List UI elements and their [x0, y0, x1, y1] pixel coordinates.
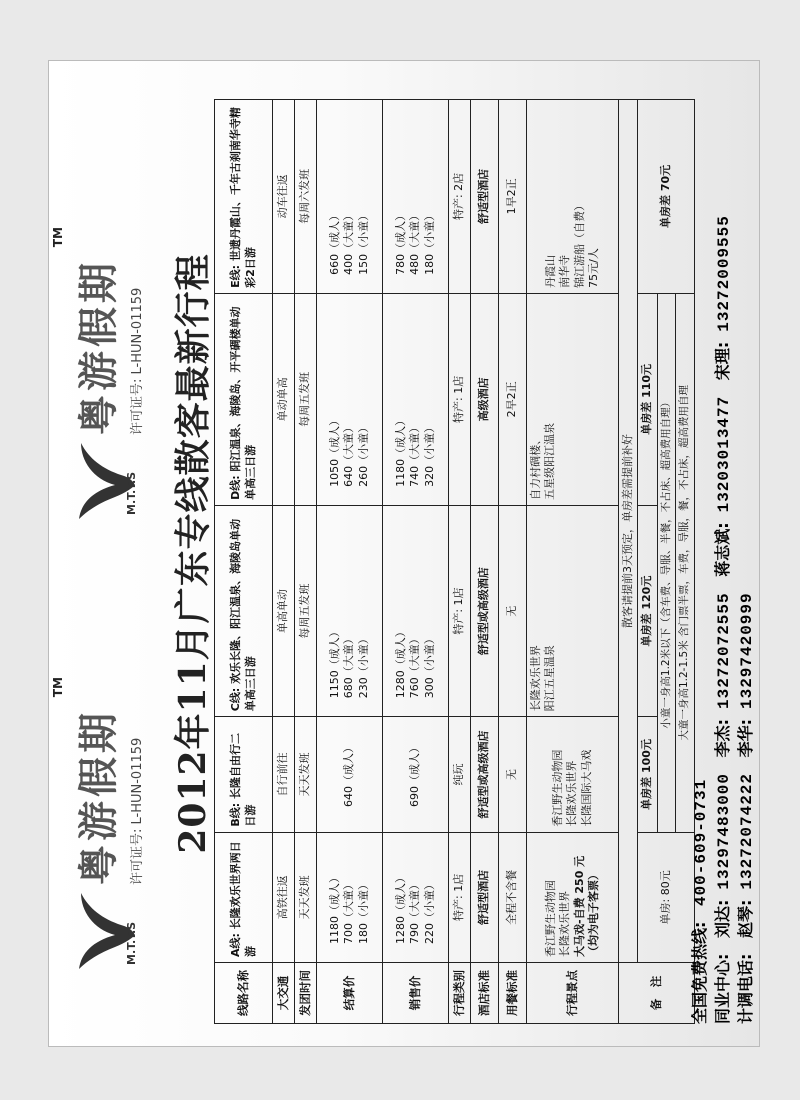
hotline-label: 全国免费热线:: [690, 921, 709, 1024]
price-line: 230（小童）: [356, 633, 370, 699]
contact-footer: [689, 205, 758, 1024]
meal-cell: 无: [499, 717, 527, 832]
spot-item: 长隆欢乐世界: [529, 645, 542, 712]
price-line: 260（小童）: [356, 421, 370, 487]
spot-item: 锦江游船（自费）: [572, 199, 586, 288]
brochure-rotated-content: [49, 61, 759, 1046]
child-small-remark: 小童一身高1.2米以下（含车费、导服、半餐，不占床、超高费用自理）: [657, 293, 676, 832]
category-cell: 特产: 1店: [449, 832, 471, 962]
price-line: 320（小童）: [422, 421, 436, 487]
agency-line: [712, 205, 735, 1024]
spot-item: 长隆欢乐世界: [558, 891, 572, 957]
spots-cell: [527, 100, 619, 294]
price-line: 400（大童）: [342, 209, 356, 275]
price-line: 1180（成人）: [328, 872, 342, 944]
spot-item: 自力村碉楼、: [529, 433, 542, 500]
meal-cell: 全程不含餐: [499, 832, 527, 962]
brand-logo: [51, 227, 145, 521]
meal-cell: 无: [499, 505, 527, 716]
spot-item: 大马戏-自费 250 元: [572, 855, 586, 957]
single-room-cell: [638, 293, 657, 505]
single-room-cell: [638, 717, 657, 832]
spot-item: 长隆国际大马戏: [579, 749, 593, 827]
transport-cell: 自行前往: [273, 717, 295, 832]
sale-price-cell: [383, 832, 449, 962]
child-big-remark: 大童一身高1.2-1.5米 含门票半票，车费，导服，餐，不占床，超高费用自理: [676, 293, 695, 832]
transport-cell: 高铁往返: [273, 832, 295, 962]
single-room-price: 单房: 80元: [658, 870, 672, 925]
spot-item: 阳江五星温泉: [543, 645, 557, 712]
contact-name: 刘达:: [713, 899, 732, 939]
contact-phone: 13297483000: [715, 772, 733, 890]
spot-item: 南华寺: [558, 254, 572, 288]
contact-phone: 13272072555: [715, 592, 733, 709]
price-line: 1050（成人）: [328, 414, 342, 487]
table-row: [295, 100, 317, 1024]
schedule-cell: 每周五发班: [295, 293, 317, 505]
row-header: 结算价: [317, 963, 383, 1024]
table-row: [471, 100, 499, 1024]
single-room-price: 单房差 110元: [640, 363, 654, 435]
transport-cell: 动车往返: [273, 100, 295, 294]
row-header: 线路名称: [215, 963, 273, 1024]
price-line: 180（小童）: [356, 879, 370, 944]
contact-name: 李华:: [736, 719, 755, 758]
table-row: [383, 100, 449, 1024]
hotline-number: 400-609-0731: [692, 778, 710, 907]
spot-item: 长隆欢乐世界: [565, 760, 579, 827]
price-line: 1180（成人）: [394, 414, 408, 487]
single-room-cell: [638, 100, 695, 294]
spots-cell: [527, 832, 619, 962]
category-cell: 特产: 2店: [449, 100, 471, 294]
sale-price-cell: [383, 100, 449, 294]
itinerary-table: [214, 99, 695, 1024]
price-line: 300（小童）: [422, 633, 436, 699]
schedule-cell: 天天发班: [295, 832, 317, 962]
brand-abbr: M.T.T.S: [125, 921, 138, 965]
price-line: 1150（成人）: [328, 626, 342, 699]
price-line: 760（大童）: [408, 633, 422, 699]
sale-price-cell: [383, 293, 449, 505]
dispatch-label: 计调电话:: [736, 953, 755, 1024]
spot-item: 75元/人: [586, 248, 600, 288]
single-room-cell: [638, 505, 657, 716]
price-line: 1280（成人）: [394, 872, 408, 944]
schedule-cell: 每周六发班: [295, 100, 317, 294]
booking-remark: 散客请提前3天预定，单房差需提前补好: [619, 100, 638, 963]
category-cell: 特产: 1店: [449, 293, 471, 505]
price-line: 1280（成人）: [394, 626, 408, 699]
route-name: C线: 欢乐长隆、阳江温泉、海陵岛单动单高三日游: [215, 505, 273, 716]
transport-cell: 单高单动: [273, 505, 295, 716]
table-row: [638, 100, 657, 1024]
contact-name: 赵琴:: [736, 899, 755, 939]
spot-item: 五星级阳江温泉: [543, 422, 557, 500]
table-row: [619, 100, 638, 1024]
row-header: 行程景点: [527, 963, 619, 1024]
spot-item: （均为电子客票）: [586, 869, 600, 957]
table-row: [317, 100, 383, 1024]
contact-phone: 13272009555: [715, 215, 733, 332]
transport-cell: 单动单高: [273, 293, 295, 505]
hotline-line: [689, 205, 712, 1024]
price-line: 740（大童）: [408, 421, 422, 487]
spot-item: 丹霞山: [543, 254, 557, 288]
brand-name: 粤游假期: [75, 259, 122, 435]
meal-cell: 2早2正: [499, 293, 527, 505]
price-line: 660（成人）: [328, 209, 342, 275]
single-room-price: 单房差 120元: [640, 575, 654, 647]
route-name: D线: 阳江温泉、海陵岛、开平碉楼单动单高三日游: [215, 293, 273, 505]
hotel-cell: 舒适型或高级酒店: [471, 717, 499, 832]
price-line: 700（大童）: [342, 879, 356, 944]
table-row: [215, 100, 273, 1024]
sale-price-cell: [383, 717, 449, 832]
row-header: 销售价: [383, 963, 449, 1024]
settle-price-cell: [317, 717, 383, 832]
license-number: 许可证号: L-HUN-01159: [130, 287, 145, 435]
schedule-cell: 每周五发班: [295, 505, 317, 716]
route-name: B线: 长隆自由行二日游: [215, 717, 273, 832]
settle-price-cell: [317, 100, 383, 294]
row-header: 用餐标准: [499, 963, 527, 1024]
license-number: 许可证号: L-HUN-01159: [130, 737, 145, 885]
price-line: 780（成人）: [394, 209, 408, 275]
settle-price-cell: [317, 293, 383, 505]
price-line: 690（成人）: [408, 741, 422, 807]
price-line: 680（大童）: [342, 633, 356, 699]
schedule-cell: 天天发班: [295, 717, 317, 832]
route-name: A线: 长隆欢乐世界两日游: [215, 832, 273, 962]
single-room-price: 单房差 70元: [658, 164, 672, 228]
category-cell: 纯玩: [449, 717, 471, 832]
dispatch-line: [735, 205, 758, 1024]
row-header: 酒店标准: [471, 963, 499, 1024]
brand-name: 粤游假期: [75, 709, 122, 885]
price-line: 640（成人）: [342, 741, 356, 807]
contact-phone: 13297420999: [738, 592, 756, 709]
trademark: TM: [51, 227, 65, 248]
contact-phone: 13203013477: [715, 395, 733, 513]
row-header: 行程类别: [449, 963, 471, 1024]
settle-price-cell: [317, 832, 383, 962]
meal-cell: 1早2正: [499, 100, 527, 294]
brand-logo: [51, 677, 145, 971]
brand-abbr: M.T.T.S: [125, 471, 138, 515]
table-row: [449, 100, 471, 1024]
single-room-price: 单房差 100元: [640, 739, 654, 810]
row-header: 大交通: [273, 963, 295, 1024]
trademark: TM: [51, 677, 65, 698]
category-cell: 特产: 1店: [449, 505, 471, 716]
spots-cell: [527, 505, 619, 716]
brochure-sheet: [48, 60, 760, 1047]
hotel-cell: 高级酒店: [471, 293, 499, 505]
sale-price-cell: [383, 505, 449, 716]
hotel-cell: 舒适型或高级酒店: [471, 505, 499, 716]
price-line: 150（小童）: [356, 209, 370, 275]
price-line: 480（大童）: [408, 209, 422, 275]
price-line: 220（小童）: [422, 879, 436, 944]
spots-cell: [527, 293, 619, 505]
page-title: 2012年11月广东专线散客最新行程: [172, 253, 214, 854]
contact-phone: 13272074222: [738, 772, 756, 890]
table-row: [527, 100, 619, 1024]
route-name: E线: 世遗丹霞山、千年古刹南华寺精彩2日游: [215, 100, 273, 294]
contact-name: 李杰:: [713, 719, 732, 758]
table-row: [273, 100, 295, 1024]
agency-label: 同业中心:: [713, 953, 732, 1024]
spot-item: 香江野生动物园: [551, 749, 565, 827]
row-header: 发团时间: [295, 963, 317, 1024]
price-line: 790（大童）: [408, 879, 422, 944]
contact-name: 宋理:: [713, 341, 732, 381]
row-header: 备 注: [619, 963, 695, 1024]
spot-item: 香江野生动物园: [543, 880, 557, 957]
price-line: 640（大童）: [342, 421, 356, 487]
hotel-cell: 舒适型酒店: [471, 832, 499, 962]
single-room-cell: [638, 832, 695, 962]
hotel-cell: 舒适型酒店: [471, 100, 499, 294]
spots-cell: [527, 717, 619, 832]
table-row: [499, 100, 527, 1024]
contact-name: 蒋志斌:: [713, 522, 732, 577]
price-line: 180（小童）: [422, 209, 436, 275]
settle-price-cell: [317, 505, 383, 716]
